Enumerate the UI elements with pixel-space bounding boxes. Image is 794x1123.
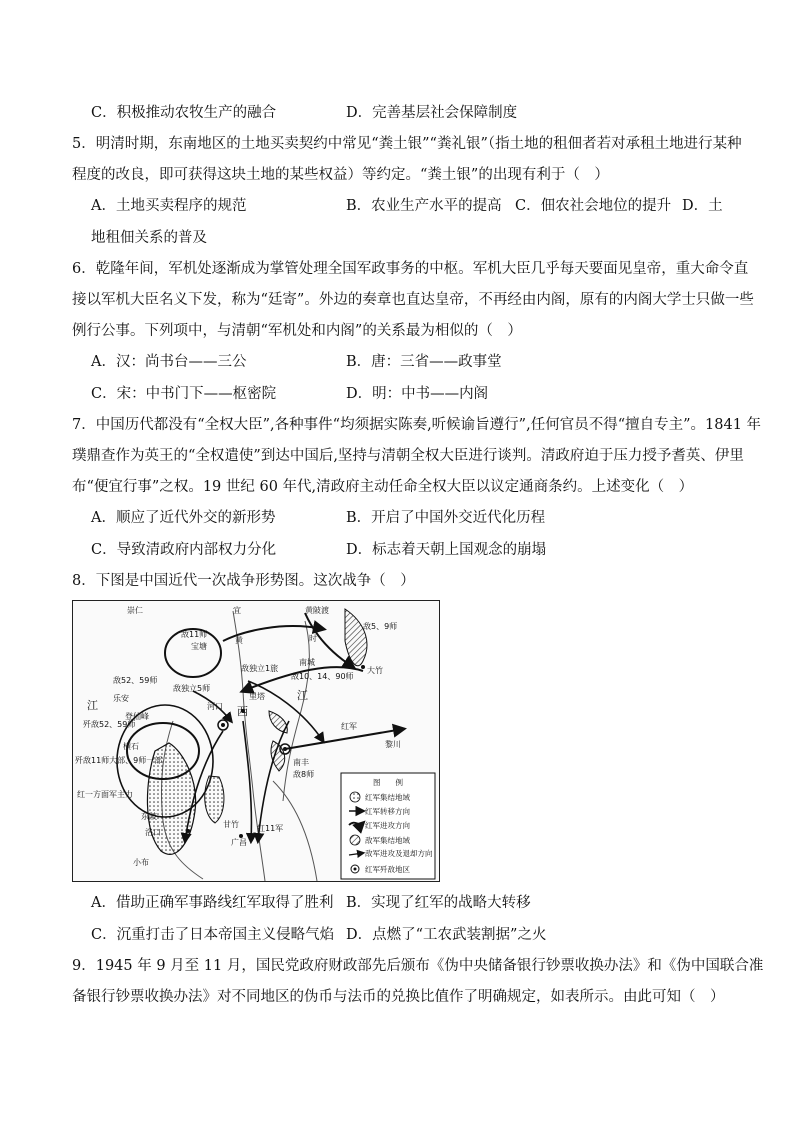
map-label-guangchang: 广昌 xyxy=(231,838,247,847)
legend-item: 红军进攻方向 xyxy=(365,821,410,830)
war-situation-map xyxy=(72,600,440,882)
annihilation-marker xyxy=(283,747,287,751)
annihilation-marker xyxy=(221,723,225,727)
map-label-shi: 时 xyxy=(309,634,317,643)
q5-option-b: B．农业生产水平的提高 xyxy=(346,198,502,214)
q7-option-b: B．开启了中国外交近代化历程 xyxy=(346,510,546,526)
map-label-chongren: 崇仁 xyxy=(127,606,143,615)
legend-item: 红军集结地域 xyxy=(365,793,410,802)
map-legend xyxy=(341,773,435,879)
town-dot xyxy=(186,829,190,833)
q5-option-d-part2: 地租佃关系的普及 xyxy=(91,230,207,246)
map-label-hekou: 河口 xyxy=(207,702,223,711)
q6-stem-line3: 例行公事。下列项中，与清朝“军机处和内阁”的关系最为相似的（ ） xyxy=(72,323,522,339)
map-label-di11: 敌11师 xyxy=(181,630,208,639)
map-label-dengxianfeng: 登仙峰 xyxy=(125,712,149,721)
q7-option-a: A．顺应了近代外交的新形势 xyxy=(91,510,276,526)
map-label-jian11: 歼敌11师大部、9师一部 xyxy=(75,756,163,765)
q8-option-c: C．沉重打击了日本帝国主义侵略气焰 xyxy=(91,927,335,943)
red-army-assembly-area xyxy=(205,776,224,823)
map-label-huang: 黄 xyxy=(235,636,243,645)
q5-option-c: C．佃农社会地位的提升 xyxy=(515,198,672,214)
map-label-yi: 宜 xyxy=(233,606,241,615)
map-label-hongyi-main: 红一方面军主力 xyxy=(77,790,133,799)
enemy-assembly-area xyxy=(345,609,367,666)
q7-stem-line2: 璞鼎查作为英王的“全权遣使”到达中国后,坚持与清朝全权大臣进行谈判。清政府迫于压力授予耆英、伊里 xyxy=(72,448,744,464)
legend-item: 敌军进攻及退却方向 xyxy=(365,849,433,858)
q7-stem-line3: 布“便宜行事”之权。19 世纪 60 年代,清政府主动任命全权大臣以议定通商条约。上述变化（ ） xyxy=(72,479,694,495)
map-label-huangbidu: 黄陂渡 xyxy=(305,606,329,615)
q8-stem: 8．下图是中国近代一次战争形势图。这次战争（ ） xyxy=(72,573,415,589)
q6-option-d: D．明：中书——内阁 xyxy=(346,386,489,402)
map-label-dongpo: 东陂 xyxy=(141,812,157,821)
q6-option-c: C．宋：中书门下——枢密院 xyxy=(91,386,277,402)
q5-stem-line2: 程度的改良，即可获得这块土地的某些权益）等约定。“粪土银”的出现有利于（ ） xyxy=(72,167,609,183)
q4-option-c: C．积极推动农牧生产的融合 xyxy=(91,105,277,121)
map-label-ganzhu: 甘竹 xyxy=(223,820,239,829)
q5-option-d-part1: D．土 xyxy=(682,198,723,214)
map-label-luokou: 洛口 xyxy=(145,828,161,837)
q8-option-a: A．借助正确军事路线红军取得了胜利 xyxy=(91,895,334,911)
q6-option-a: A．汉：尚书台——三公 xyxy=(91,354,247,370)
map-label-xi: 西 xyxy=(237,705,248,718)
map-label-hong11: 红11军 xyxy=(257,824,284,833)
q6-stem-line2: 接以军机大臣名义下发，称为“廷寄”。外边的奏章也直达皇帝，不再经由内阁，原有的内阁大学士只做一些 xyxy=(72,292,754,308)
q9-stem-line1: 9．1945 年 9 月至 11 月，国民党政府财政部先后颁布《伪中央储备银行钞票收换办法》和《伪中国联合准 xyxy=(72,958,764,974)
legend-item: 红军转移方向 xyxy=(365,807,410,816)
map-label-lichuan: 黎川 xyxy=(385,740,401,749)
map-label-di8: 敌8师 xyxy=(293,770,315,779)
map-label-di-11-90: 敌10、14、90师 xyxy=(291,672,354,681)
q7-option-d: D．标志着天朝上国观念的崩塌 xyxy=(346,542,547,558)
q8-option-d: D．点燃了“工农武装割据”之火 xyxy=(346,927,547,943)
map-label-jian52-59: 歼敌52、59师 xyxy=(83,720,136,729)
q6-stem-line1: 6．乾隆年间，军机处逐渐成为掌管处理全国军政事务的中枢。军机大臣几乎每天要面见皇帝，重大命令直 xyxy=(72,261,749,277)
map-label-lean: 乐安 xyxy=(113,694,129,703)
q7-stem-line1: 7．中国历代都没有“全权大臣”,各种事件“均须据实陈奏,听候谕旨遵行”,任何官员不得“擅自专主”。1841 年 xyxy=(72,417,762,433)
legend-item: 敌军集结地域 xyxy=(365,836,410,845)
q6-option-b: B．唐：三省——政事堂 xyxy=(346,354,502,370)
legend-title: 图 例 xyxy=(373,778,403,787)
town-dot xyxy=(361,665,365,669)
map-label-baozhu: 宝塘 xyxy=(191,642,207,651)
map-label-di52-59: 敌52、59师 xyxy=(113,676,158,685)
map-label-di-tu1: 敌独立1旅 xyxy=(241,664,279,673)
q9-stem-line2: 备银行钞票收换办法》对不同地区的伪币与法币的兑换比值作了明确规定，如表所示。由此可知（ ） xyxy=(72,989,725,1005)
map-label-hongjun-army: 红军 xyxy=(341,722,357,731)
map-label-jiang-mid: 江 xyxy=(297,689,308,702)
map-label-xiaobu: 小布 xyxy=(133,858,149,867)
q5-option-a: A．土地买卖程序的规范 xyxy=(91,198,247,214)
legend-symbol-assembly-icon xyxy=(350,792,360,802)
map-label-di-tu5: 敌独立5师 xyxy=(173,684,211,693)
q8-option-b: B．实现了红军的战略大转移 xyxy=(346,895,531,911)
legend-symbol-enemy-assembly-icon xyxy=(350,835,360,845)
q5-stem-line1: 5．明清时期，东南地区的土地买卖契约中常见“粪土银”“粪礼银”（指土地的租佃者若对承租土地进行某种 xyxy=(72,136,742,152)
map-label-likou: 里塔 xyxy=(249,692,265,701)
q7-option-c: C．导致清政府内部权力分化 xyxy=(91,542,277,558)
map-label-nancheng: 南城 xyxy=(299,658,315,667)
map-label-jiang-left: 江 xyxy=(87,699,98,712)
legend-item: 红军歼敌地区 xyxy=(365,865,410,874)
map-label-hengshi: 横石 xyxy=(123,742,139,751)
map-label-nanfeng: 南丰 xyxy=(293,758,309,767)
map-label-dazhu: 大竹 xyxy=(367,666,383,675)
q4-option-d: D．完善基层社会保障制度 xyxy=(346,105,518,121)
map-svg xyxy=(73,601,440,882)
map-label-di5-9: 敌5、9师 xyxy=(363,622,398,631)
